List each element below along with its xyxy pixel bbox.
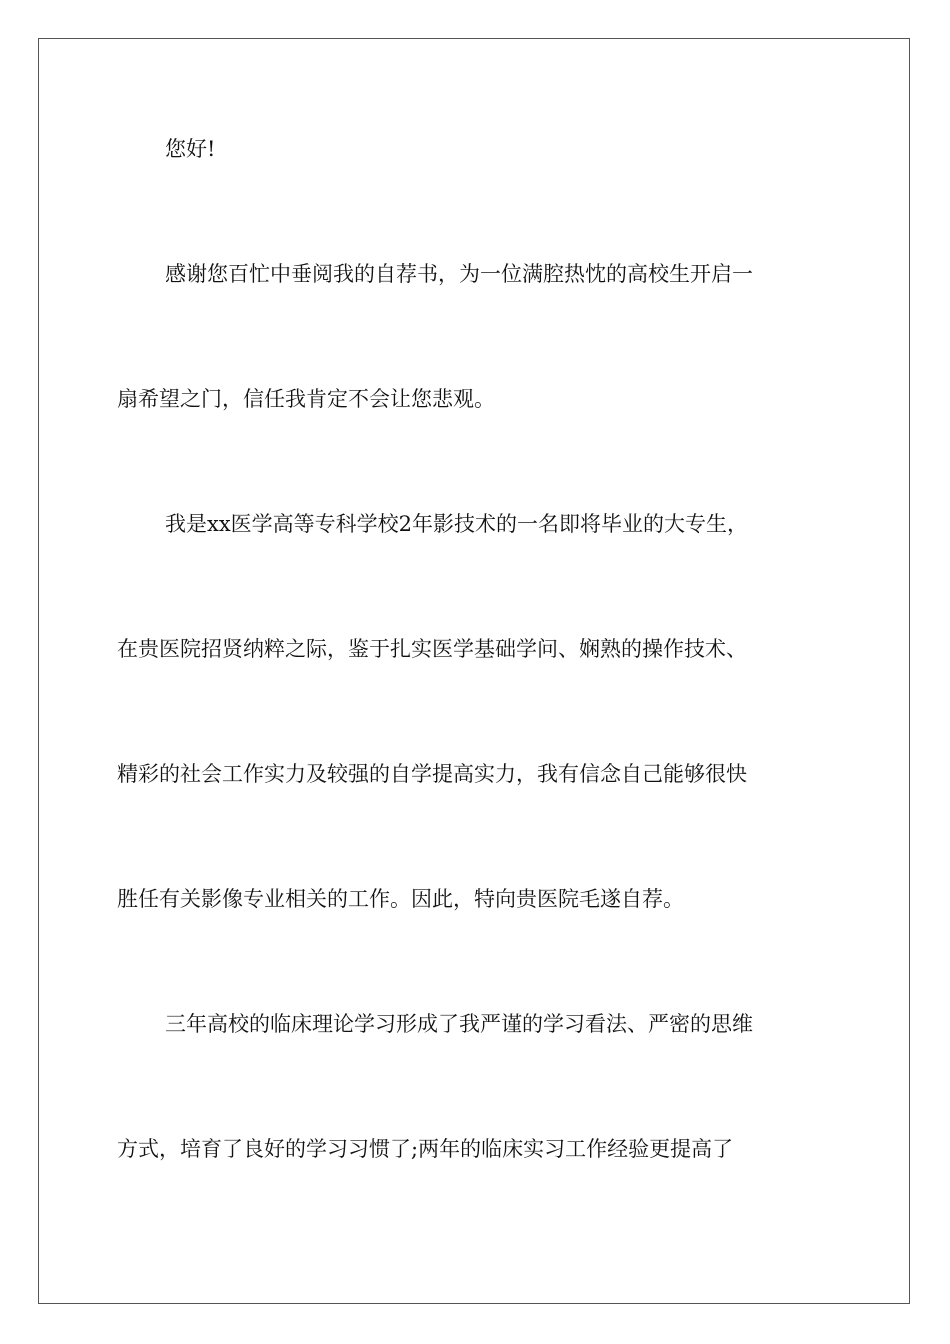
paragraph-line: 我是xx医学高等专科学校2年影技术的一名即将毕业的大专生，	[165, 512, 749, 536]
paragraph-line: 感谢您百忙中垂阅我的自荐书，为一位满腔热忱的高校生开启一	[165, 262, 753, 286]
paragraph-line: 胜任有关影像专业相关的工作。因此，特向贵医院毛遂自荐。	[117, 887, 684, 911]
page-border	[38, 38, 910, 1304]
paragraph-line: 方式，培育了良好的学习习惯了;两年的临床实习工作经验更提高了	[117, 1137, 734, 1161]
paragraph-line: 扇希望之门，信任我肯定不会让您悲观。	[117, 387, 495, 411]
paragraph-line: 三年高校的临床理论学习形成了我严谨的学习看法、严密的思维	[165, 1012, 753, 1036]
paragraph-line: 在贵医院招贤纳粹之际，鉴于扎实医学基础学问、娴熟的操作技术、	[117, 637, 747, 661]
paragraph-line: 精彩的社会工作实力及较强的自学提高实力，我有信念自己能够很快	[117, 762, 747, 786]
greeting: 您好!	[165, 137, 216, 161]
